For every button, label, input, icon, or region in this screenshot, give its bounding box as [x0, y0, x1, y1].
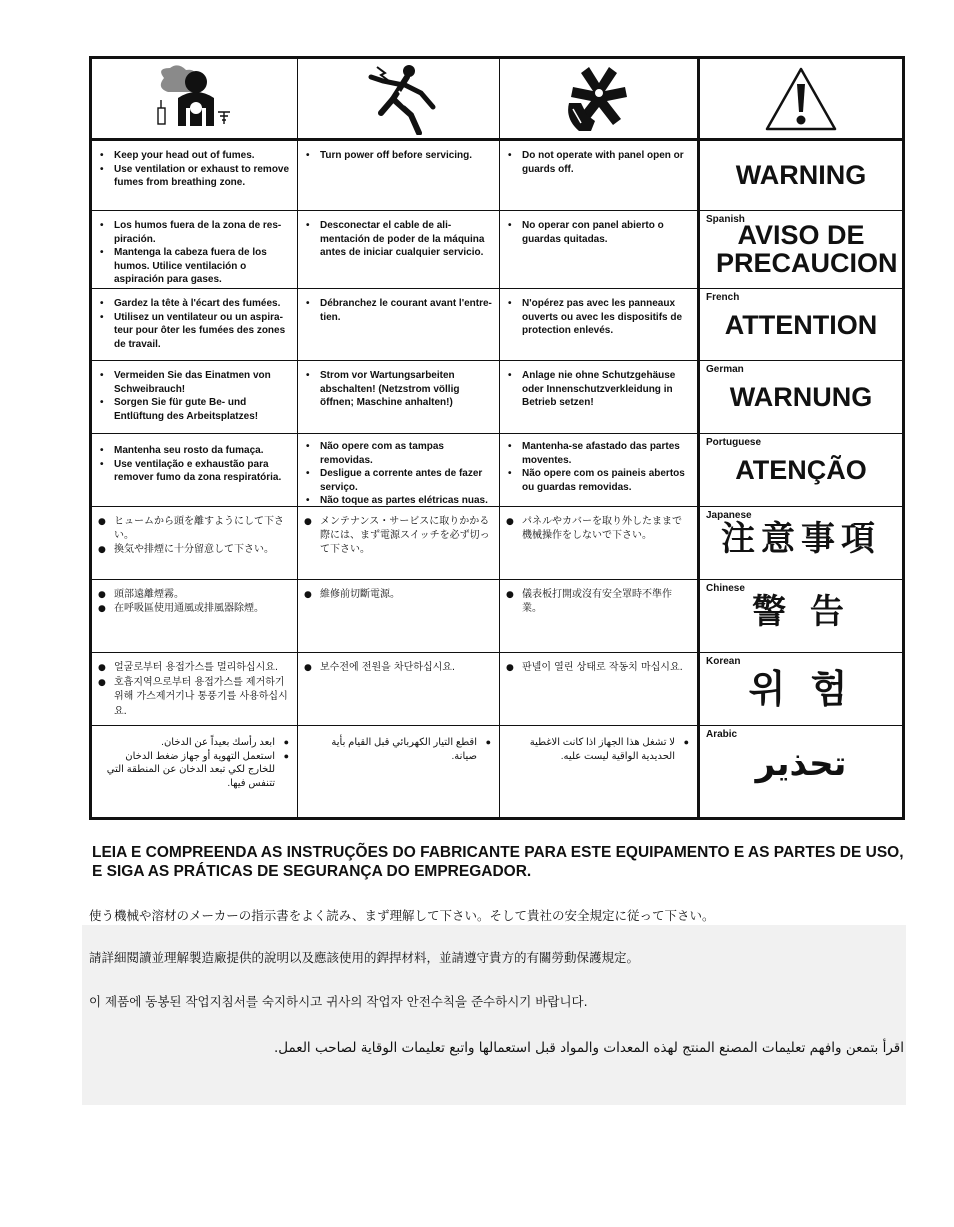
- row-japanese-fumes-text: ● ヒュームから頭を離すようにして下さい。 ● 換気や排煙に十分留意して下さい。: [92, 507, 297, 557]
- note-chinese: 請詳細閱讀並理解製造廠提供的說明以及應該使用的銲捍材料，並請遵守貴方的有關勞動保護規定。: [89, 950, 640, 965]
- icon-row: [92, 59, 902, 141]
- row-english: [92, 141, 902, 211]
- row-french: [92, 289, 902, 361]
- language-label: Chinese: [706, 583, 745, 594]
- moving-parts-hand-icon: [559, 63, 639, 135]
- warning-word: تحذير: [755, 744, 847, 784]
- row-chinese: [92, 580, 902, 653]
- fume-inhalation-icon-cell: [92, 59, 298, 138]
- row-german-panel-text: • Anlage nie ohne Schutzgehäuse oder Innenschutzverkleidung in Betrieb setzen!: [500, 361, 697, 410]
- row-korean: [92, 653, 902, 726]
- warning-word: WARNING: [735, 160, 867, 190]
- language-label: Japanese: [706, 510, 752, 521]
- note-korean: 이 제품에 동봉된 작업지침서를 숙지하시고 귀사의 작업자 안전수칙을 준수하시기 바랍니다.: [89, 994, 588, 1009]
- row-portuguese-power-text: • Não opere com as tampas removidas. • Desligue a corrente antes de fazer serviço. • Não toque as partes elétricas nuas.: [298, 434, 499, 508]
- row-french-power-text: • Débranchez le courant avant l'entre- tien.: [298, 289, 499, 324]
- warning-cell-arabic: [700, 726, 902, 817]
- warning-word: ATENÇÃO: [735, 455, 867, 485]
- row-arabic-panel-text: ● لا تشغل هذا الجهاز اذا كانت الاغطية الحديدية الواقية ليست عليه.: [500, 726, 697, 763]
- warning-table: [89, 56, 905, 820]
- row-french-fumes-text: • Gardez la tête à l'écart des fumées. • Utilisez un ventilateur ou un aspira- teur pour ôter les fumées des zones de travail.: [92, 289, 297, 351]
- row-chinese-power-text: ● 維修前切斷電源。: [298, 580, 499, 602]
- row-portuguese-fumes-text: • Mantenha seu rosto da fumaça. • Use ventilação e exhaustão para remover fumo da zona respiratória.: [92, 434, 297, 485]
- warning-word: 위 험: [748, 667, 854, 711]
- row-chinese-fumes-text: ● 頭部遠離煙霧。 ● 在呼吸區使用通風或排風器除煙。: [92, 580, 297, 616]
- warning-cell-korean: [700, 653, 902, 725]
- electric-shock-icon-cell: [298, 59, 500, 138]
- language-label: German: [706, 364, 744, 375]
- row-korean-fumes-text: ● 얼굴로부터 용접가스를 멀리하십시요. ● 호흡지역으로부터 용접가스를 제거하기 위해 가스제거기나 통풍기를 사용하십시요.: [92, 653, 297, 719]
- row-spanish-power-text: • Desconectar el cable de ali- mentación de poder de la máquina antes de iniciar cualquier servicio.: [298, 211, 499, 260]
- warning-word: 警 告: [752, 592, 850, 632]
- warning-cell-japanese: [700, 507, 902, 579]
- row-arabic-power-text: ● اقطع التيار الكهربائي قبل القيام بأية صيانة.: [298, 726, 499, 763]
- row-french-panel-text: • N'opérez pas avec les panneaux ouverts ou avec les dispositifs de protection enlevés.: [500, 289, 697, 338]
- row-korean-panel-text: ● 판넬이 열린 상태로 작동치 마십시요.: [500, 653, 697, 675]
- caution-icon-cell: [700, 59, 902, 138]
- language-label: French: [706, 292, 740, 303]
- row-german-fumes-text: • Vermeiden Sie das Einatmen von Schweibrauch! • Sorgen Sie für gute Be- und Entlüftung des Arbeitsplatzes!: [92, 361, 297, 423]
- warning-cell-french: [700, 289, 902, 360]
- row-japanese: [92, 507, 902, 580]
- row-chinese-panel-text: ● 儀表板打開或沒有安全罩時不準作業。: [500, 580, 697, 616]
- warning-cell-english: [700, 141, 902, 210]
- instructions-heading: LEIA E COMPREENDA AS INSTRUÇÕES DO FABRICANTE PARA ESTE EQUIPAMENTO E AS PARTES DE USO, E SIGA AS PRÁTICAS DE SEGURANÇA DO EMPREGADOR.: [92, 844, 904, 880]
- warning-word: ATTENTION: [724, 310, 878, 340]
- warning-word: AVISO DE PRECAUCION: [716, 220, 898, 278]
- row-english-power-text: • Turn power off before servicing.: [298, 141, 499, 163]
- warning-word: 注意事項: [721, 519, 881, 559]
- row-korean-power-text: ● 보수전에 전원을 차단하십시요.: [298, 653, 499, 675]
- row-portuguese-panel-text: • Mantenha-se afastado das partes moventes. • Não opere com os paineis abertos ou guardas removidas.: [500, 434, 697, 494]
- warning-word: WARNUNG: [729, 382, 873, 412]
- language-label: Arabic: [706, 729, 738, 740]
- row-portuguese: [92, 434, 902, 507]
- row-arabic: [92, 726, 902, 817]
- warning-cell-spanish: [700, 211, 902, 288]
- language-label: Portuguese: [706, 437, 762, 448]
- row-english-panel-text: • Do not operate with panel open or guards off.: [500, 141, 697, 176]
- row-japanese-panel-text: ● パネルやカバーを取り外したままで機械操作をしないで下さい。: [500, 507, 697, 543]
- warning-cell-chinese: [700, 580, 902, 652]
- warning-cell-german: [700, 361, 902, 433]
- caution-triangle-icon: [764, 66, 838, 132]
- row-spanish-panel-text: • No operar con panel abierto o guardas quitadas.: [500, 211, 697, 246]
- row-spanish-fumes-text: • Los humos fuera de la zona de res- piración. • Mantenga la cabeza fuera de los humos. Utilice ventilación o aspiración para gases.: [92, 211, 297, 287]
- language-label: Spanish: [706, 214, 745, 225]
- row-german: [92, 361, 902, 434]
- warning-cell-portuguese: [700, 434, 902, 506]
- row-german-power-text: • Strom vor Wartungsarbeiten abschalten! (Netzstrom völlig öffnen; Maschine anhalten!): [298, 361, 499, 410]
- moving-parts-icon-cell: [500, 59, 700, 138]
- fume-inhalation-icon: [150, 64, 240, 134]
- electric-shock-icon: [359, 63, 439, 135]
- row-arabic-fumes-text: ● ابعد رأسك بعيداً عن الدخان. ● استعمل التهوية أو جهاز ضغط الدخان للخارج لكي تبعد الدخان عن المنطقة التي تتنفس فيها.: [92, 726, 297, 790]
- language-label: Korean: [706, 656, 741, 667]
- note-arabic: اقرأ بتمعن وافهم تعليمات المصنع المنتج لهذه المعدات والمواد قبل استعمالها واتبع تعليمات الوقاية لصاحب العمل.: [273, 1040, 904, 1056]
- row-japanese-power-text: ● メンテナンス・サービスに取りかかる際には、まず電源スイッチを必ず切って下さい。: [298, 507, 499, 557]
- row-english-fumes-text: • Keep your head out of fumes. • Use ventilation or exhaust to remove fumes from breathing zone.: [92, 141, 297, 190]
- row-spanish: [92, 211, 902, 289]
- note-japanese: 使う機械や溶材のメーカーの指示書をよく読み、まず理解して下さい。そして貴社の安全規定に従って下さい。: [89, 908, 715, 923]
